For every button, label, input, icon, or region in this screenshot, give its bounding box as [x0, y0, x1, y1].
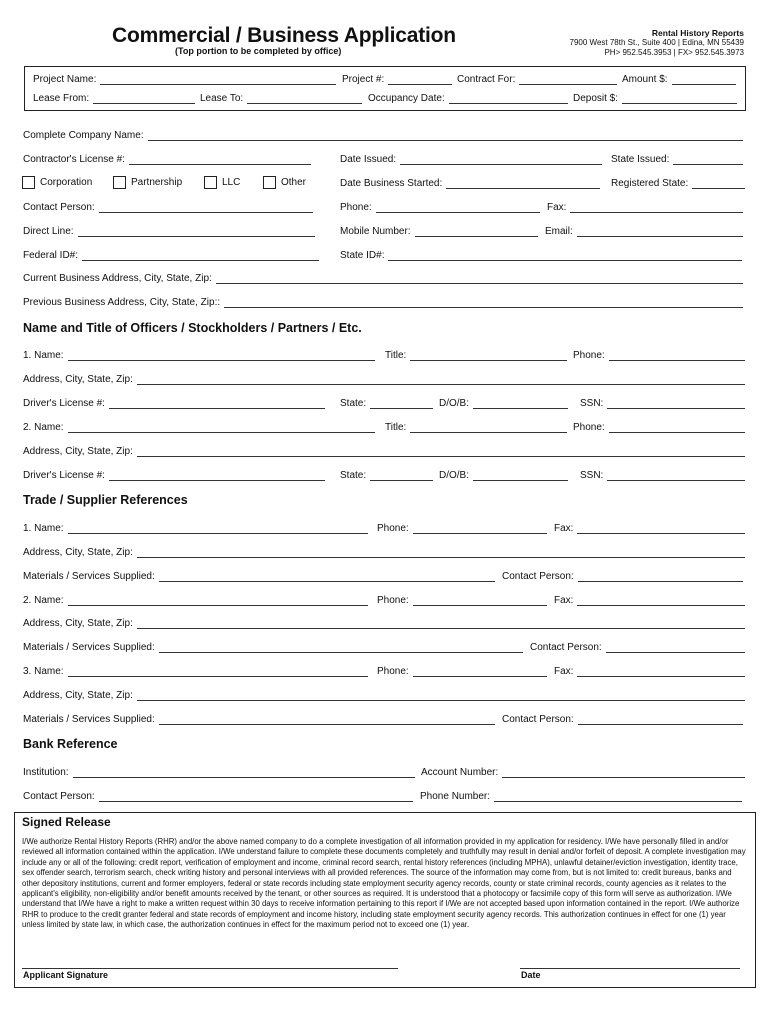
officer-2-phone-line[interactable] — [609, 424, 745, 433]
deposit-field[interactable]: Deposit $: — [573, 93, 737, 104]
date-business-started-field[interactable]: Date Business Started: — [340, 178, 600, 189]
federal-id-line[interactable] — [82, 252, 319, 261]
officers-heading: Name and Title of Officers / Stockholders / Partners / Etc. — [23, 321, 362, 335]
occupancy-date-line[interactable] — [449, 95, 568, 104]
date-issued-line[interactable] — [400, 156, 602, 165]
officer-1-license-field[interactable]: Driver's License #: — [23, 398, 325, 409]
officer-2-ssn-line[interactable] — [607, 472, 745, 481]
trade-2-address-line[interactable] — [137, 620, 745, 629]
trade-2-fax-line[interactable] — [577, 597, 745, 606]
officer-2-dob-field[interactable]: D/O/B: — [439, 470, 568, 481]
trade-2-address-field[interactable]: Address, City, State, Zip: — [23, 618, 745, 629]
company-phone-line[interactable] — [376, 204, 540, 213]
email-field[interactable]: Email: — [545, 226, 743, 237]
email-line[interactable] — [577, 228, 743, 237]
trade-3-contact-field[interactable]: Contact Person: — [502, 714, 743, 725]
company-address: 7900 West 78th St., Suite 400 | Edina, MN 55439 — [569, 38, 744, 47]
form-subtitle: (Top portion to be completed by office) — [175, 46, 342, 56]
lease-from-field[interactable]: Lease From: — [33, 93, 195, 104]
officer-2-license-line[interactable] — [109, 472, 325, 481]
contract-for-field[interactable]: Contract For: — [457, 74, 617, 85]
company-name-field[interactable]: Complete Company Name: — [23, 130, 743, 141]
state-issued-line[interactable] — [673, 156, 743, 165]
registered-state-field[interactable]: Registered State: — [611, 178, 745, 189]
trade-2-name-line[interactable] — [68, 597, 368, 606]
trade-3-name-line[interactable] — [68, 668, 368, 677]
trade-3-address-line[interactable] — [137, 692, 745, 701]
partnership-checkbox[interactable]: Partnership — [113, 176, 182, 189]
direct-line-line[interactable] — [78, 228, 315, 237]
officer-1-dob-field[interactable]: D/O/B: — [439, 398, 568, 409]
deposit-line[interactable] — [622, 95, 737, 104]
officer-1-state-line[interactable] — [370, 400, 433, 409]
officer-1-dob-line[interactable] — [473, 400, 568, 409]
direct-line-field[interactable]: Direct Line: — [23, 226, 315, 237]
trade-1-phone-field[interactable]: Phone: — [377, 523, 547, 534]
officer-2-address-line[interactable] — [137, 448, 745, 457]
trade-1-name-field[interactable]: 1. Name: — [23, 523, 368, 534]
contractor-license-field[interactable]: Contractor's License #: — [23, 154, 311, 165]
lease-to-line[interactable] — [247, 95, 362, 104]
company-fax-line[interactable] — [570, 204, 743, 213]
contractor-license-line[interactable] — [129, 156, 311, 165]
company-phone-field[interactable]: Phone: — [340, 202, 540, 213]
lease-to-field[interactable]: Lease To: — [200, 93, 362, 104]
officer-1-address-field[interactable]: Address, City, State, Zip: — [23, 374, 745, 385]
occupancy-date-field[interactable]: Occupancy Date: — [368, 93, 568, 104]
bank-phone-field[interactable]: Phone Number: — [420, 791, 742, 802]
officer-2-phone-field[interactable]: Phone: — [573, 422, 745, 433]
trade-1-address-field[interactable]: Address, City, State, Zip: — [23, 547, 745, 558]
officer-1-ssn-field[interactable]: SSN: — [580, 398, 745, 409]
account-number-line[interactable] — [502, 769, 745, 778]
trade-2-contact-line[interactable] — [606, 644, 745, 653]
trade-2-phone-line[interactable] — [413, 597, 547, 606]
trade-3-materials-field[interactable]: Materials / Services Supplied: — [23, 714, 495, 725]
date-signature-label: Date — [521, 970, 541, 980]
trade-3-phone-line[interactable] — [413, 668, 547, 677]
project-number-field[interactable]: Project #: — [342, 74, 452, 85]
company-phone: PH> 952.545.3953 | FX> 952.545.3973 — [604, 48, 744, 57]
bank-reference-heading: Bank Reference — [23, 737, 118, 751]
trade-1-fax-line[interactable] — [577, 525, 745, 534]
trade-references-heading: Trade / Supplier References — [23, 493, 188, 507]
trade-2-materials-line[interactable] — [159, 644, 523, 653]
bank-contact-line[interactable] — [99, 793, 413, 802]
project-name-line[interactable] — [100, 76, 336, 85]
llc-checkbox[interactable]: LLC — [204, 176, 240, 189]
lease-from-line[interactable] — [93, 95, 195, 104]
company-name: Rental History Reports — [651, 28, 744, 38]
officer-1-name-field[interactable]: 1. Name: — [23, 350, 375, 361]
state-id-field[interactable]: State ID#: — [340, 250, 742, 261]
project-number-line[interactable] — [388, 76, 452, 85]
contact-person-field[interactable]: Contact Person: — [23, 202, 313, 213]
trade-2-fax-field[interactable]: Fax: — [554, 595, 745, 606]
officer-1-name-line[interactable] — [68, 352, 375, 361]
project-name-field[interactable]: Project Name: — [33, 74, 336, 85]
trade-2-phone-field[interactable]: Phone: — [377, 595, 547, 606]
officer-2-title-line[interactable] — [410, 424, 567, 433]
checkbox-icon[interactable] — [22, 176, 35, 189]
officer-2-state-line[interactable] — [370, 472, 433, 481]
signed-release-heading: Signed Release — [22, 815, 111, 829]
checkbox-icon[interactable] — [263, 176, 276, 189]
trade-3-fax-line[interactable] — [577, 668, 745, 677]
institution-field[interactable]: Institution: — [23, 767, 415, 778]
amount-field[interactable]: Amount $: — [622, 74, 736, 85]
officer-1-license-line[interactable] — [109, 400, 325, 409]
applicant-signature-label: Applicant Signature — [23, 970, 109, 980]
trade-1-address-line[interactable] — [137, 549, 745, 558]
trade-1-materials-field[interactable]: Materials / Services Supplied: — [23, 571, 495, 582]
officer-1-phone-field[interactable]: Phone: — [573, 350, 745, 361]
current-address-line[interactable] — [216, 275, 743, 284]
trade-1-contact-field[interactable]: Contact Person: — [502, 571, 743, 582]
release-text: I/We authorize Rental History Reports (RHR) and/or the above named company to do a complete investigation of all information provided in my application for residency. I/We have personally filled in and/or reviewed all information contained within the application. I/We understand failure to complete these documents completely and truthfully may result in denial and/or forfeit of deposit. A complete investigation may include any or all of the following: credit report, verification of employment and income, criminal record search, rental history references (including MPHA), unlawful detainer/eviction investigation, identity trace, sex offender search, terrorism search, check writing history and personal interviews with all provided references. The source of the information may come from, but is not limited to: credit bureaus, banks and other depository institutions, current and former employers, federal or state records including state employment security agency records, county or state criminal records, county agencies as it relates to the applicant's eligibility, non-eligibility and/or benefit amounts received by the tenant, or other sources as required. It is understood that a photocopy or facsimile copy of this form will serve as authorization. I/We understand that I/We have a right to make a written request within 30 days to receive information pertaining to this report if I/We are not accepted based upon information contained in the report. I/We authorize RHR to produce to the credit granter federal and state records of employment and income history, including state employment security agency records. This authorization continues in effect for one (1) year unless limited by state law, in which case, the authorization continues in effect for the maximum period not to exceed one (1) year. — [22, 837, 746, 930]
officer-1-title-line[interactable] — [410, 352, 567, 361]
trade-1-materials-line[interactable] — [159, 573, 495, 582]
previous-address-field[interactable]: Previous Business Address, City, State, Zip:: — [23, 297, 743, 308]
officer-1-ssn-line[interactable] — [607, 400, 745, 409]
trade-1-fax-field[interactable]: Fax: — [554, 523, 745, 534]
company-info — [570, 28, 744, 58]
officer-1-phone-line[interactable] — [609, 352, 745, 361]
officer-2-name-line[interactable] — [68, 424, 375, 433]
checkbox-icon[interactable] — [113, 176, 126, 189]
account-number-field[interactable]: Account Number: — [421, 767, 745, 778]
company-name-line[interactable] — [148, 132, 743, 141]
officer-2-license-field[interactable]: Driver's License #: — [23, 470, 325, 481]
contact-person-line[interactable] — [99, 204, 313, 213]
bank-contact-field[interactable]: Contact Person: — [23, 791, 413, 802]
amount-line[interactable] — [672, 76, 736, 85]
other-checkbox[interactable]: Other — [263, 176, 306, 189]
officer-2-address-field[interactable]: Address, City, State, Zip: — [23, 446, 745, 457]
officer-2-title-field[interactable]: Title: — [385, 422, 567, 433]
corporation-checkbox[interactable]: Corporation — [22, 176, 92, 189]
trade-3-address-field[interactable]: Address, City, State, Zip: — [23, 690, 745, 701]
contract-for-line[interactable] — [519, 76, 617, 85]
trade-1-name-line[interactable] — [68, 525, 368, 534]
trade-1-phone-line[interactable] — [413, 525, 547, 534]
officer-2-ssn-field[interactable]: SSN: — [580, 470, 745, 481]
institution-line[interactable] — [73, 769, 415, 778]
officer-1-state-field[interactable]: State: — [340, 398, 433, 409]
date-issued-field[interactable]: Date Issued: — [340, 154, 602, 165]
bank-phone-line[interactable] — [494, 793, 742, 802]
checkbox-icon[interactable] — [204, 176, 217, 189]
officer-1-title-field[interactable]: Title: — [385, 350, 567, 361]
trade-3-fax-field[interactable]: Fax: — [554, 666, 745, 677]
date-business-started-line[interactable] — [446, 180, 600, 189]
trade-2-name-field[interactable]: 2. Name: — [23, 595, 368, 606]
mobile-number-field[interactable]: Mobile Number: — [340, 226, 538, 237]
trade-3-contact-line[interactable] — [578, 716, 743, 725]
mobile-number-line[interactable] — [415, 228, 538, 237]
officer-2-state-field[interactable]: State: — [340, 470, 433, 481]
state-issued-field[interactable]: State Issued: — [611, 154, 743, 165]
previous-address-line[interactable] — [224, 299, 743, 308]
officer-2-dob-line[interactable] — [473, 472, 568, 481]
officer-2-name-field[interactable]: 2. Name: — [23, 422, 375, 433]
registered-state-line[interactable] — [692, 180, 745, 189]
trade-3-materials-line[interactable] — [159, 716, 495, 725]
office-use-box — [24, 66, 746, 111]
date-signature-line[interactable] — [520, 968, 740, 969]
form-title: Commercial / Business Application — [112, 24, 456, 47]
trade-2-contact-field[interactable]: Contact Person: — [530, 642, 745, 653]
applicant-signature-line[interactable] — [22, 968, 398, 969]
trade-1-contact-line[interactable] — [578, 573, 743, 582]
trade-3-phone-field[interactable]: Phone: — [377, 666, 547, 677]
company-fax-field[interactable]: Fax: — [547, 202, 743, 213]
current-address-field[interactable]: Current Business Address, City, State, Zip: — [23, 273, 743, 284]
officer-1-address-line[interactable] — [137, 376, 745, 385]
trade-2-materials-field[interactable]: Materials / Services Supplied: — [23, 642, 523, 653]
trade-3-name-field[interactable]: 3. Name: — [23, 666, 368, 677]
federal-id-field[interactable]: Federal ID#: — [23, 250, 319, 261]
state-id-line[interactable] — [388, 252, 742, 261]
